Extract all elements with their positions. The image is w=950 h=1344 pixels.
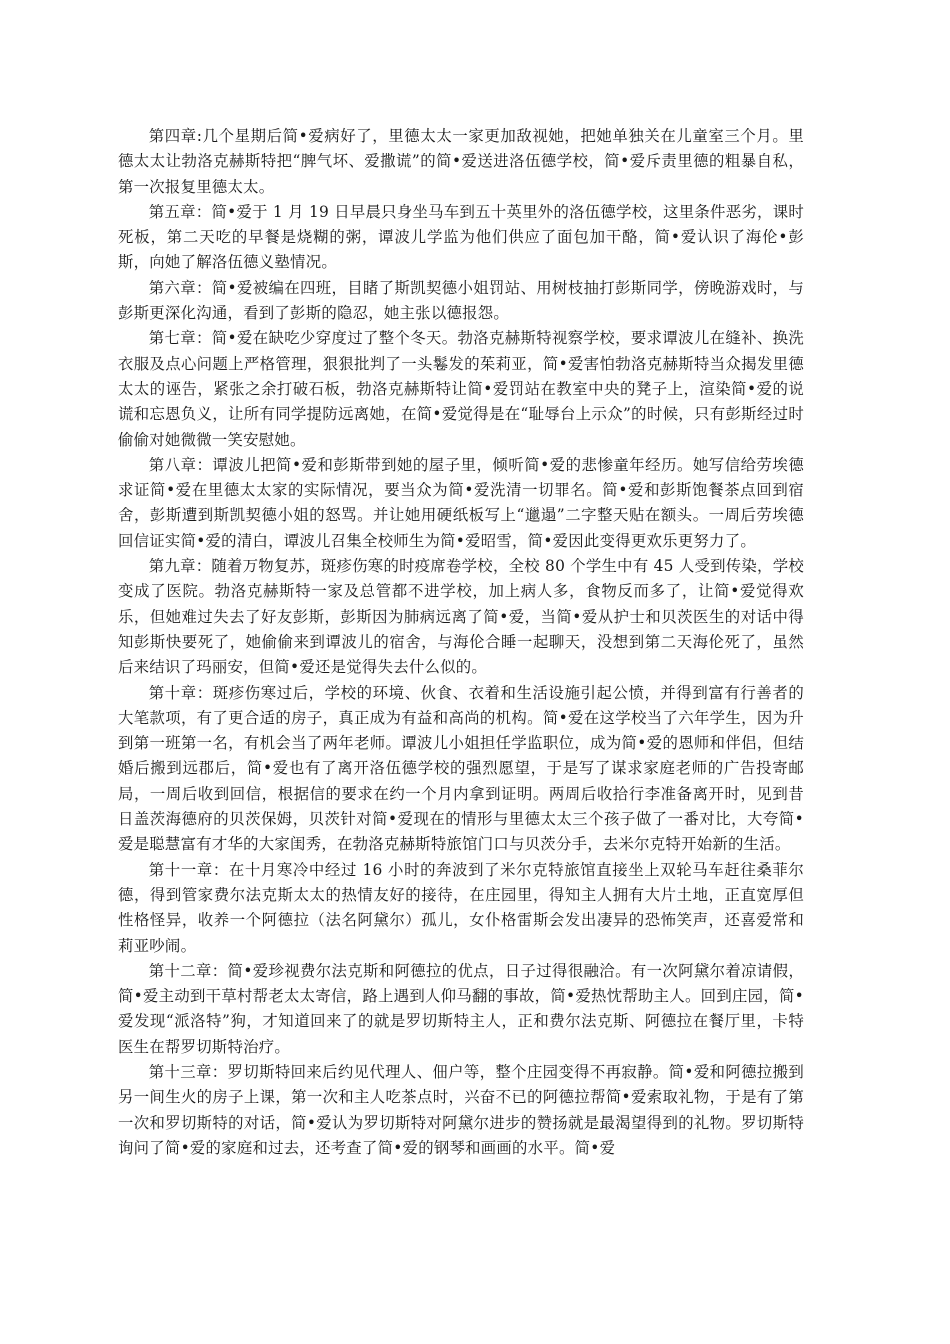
paragraph-chapter-7: 第七章：简•爱在缺吃少穿度过了整个冬天。勃洛克赫斯特视察学校，要求谭波儿在缝补、换洗衣服及点心问题上严格管理，狠狠批判了一头鬈发的茱莉亚，简•爱害怕勃洛克赫斯特当众揭发里德太太的诬告，紧张之余打破石板，勃洛克赫斯特让简•爱罚站在教室中央的凳子上，渲染简•爱的说谎和忘恩负义，让所有同学提防远离她，在简•爱觉得是在“耻辱台上示众”的时候，只有彭斯经过时偷偷对她微微一笑安慰她。 (118, 329, 804, 449)
paragraph-chapter-12: 第十二章：简•爱珍视费尔法克斯和阿德拉的优点，日子过得很融洽。有一次阿黛尔着凉请假，简•爱主动到干草村帮老太太寄信，路上遇到人仰马翻的事故，简•爱热忱帮助主人。回到庄园，简•爱发现“派洛特”狗，才知道回来了的就是罗切斯特主人，正和费尔法克斯、阿德拉在餐厅里，卡特医生在帮罗切斯特治疗。 (118, 961, 804, 1056)
paragraph-chapter-11: 第十一章：在十月寒冷中经过 16 小时的奔波到了米尔克特旅馆直接坐上双轮马车赶往桑菲尔德，得到管家费尔法克斯太太的热情友好的接待，在庄园里，得知主人拥有大片土地，正直宽厚但性格怪异，收养一个阿德拉（法名阿黛尔）孤儿，女仆格雷斯会发出凄异的恐怖笑声，还喜爱常和莉亚吵闹。 (118, 860, 804, 955)
paragraph-chapter-10: 第十章：斑疹伤寒过后，学校的环境、伙食、衣着和生活设施引起公愤，并得到富有行善者的大笔款项，有了更合适的房子，真正成为有益和高尚的机构。简•爱在这学校当了六年学生，因为升到第一班第一名，有机会当了两年老师。谭波儿小姐担任学监职位，成为简•爱的恩师和伴侣，但结婚后搬到远郡后，简•爱也有了离开洛伍德学校的强烈愿望，于是写了谋求家庭老师的广告投寄邮局，一周后收到回信，根据信的要求在约一个月内拿到证明。两周后收拾行李准备离开时，见到昔日盖茨海德府的贝茨保姆，贝茨针对简•爱现在的情形与里德太太三个孩子做了一番对比，大夸简•爱是聪慧富有才华的大家闺秀，在勃洛克赫斯特旅馆门口与贝茨分手，去米尔克特开始新的生活。 (118, 683, 804, 854)
paragraph-chapter-6: 第六章：简•爱被编在四班，目睹了斯凯契德小姐罚站、用树枝抽打彭斯同学，傍晚游戏时，与彭斯更深化沟通，看到了彭斯的隐忍，她主张以德报怨。 (118, 278, 804, 323)
paragraph-chapter-13: 第十三章：罗切斯特回来后约见代理人、佃户等，整个庄园变得不再寂静。简•爱和阿德拉搬到另一间生火的房子上课，第一次和主人吃茶点时，兴奋不已的阿德拉帮简•爱索取礼物，于是有了第一次和罗切斯特的对话，简•爱认为罗切斯特对阿黛尔进步的赞扬就是最渴望得到的礼物。罗切斯特询问了简•爱的家庭和过去，还考查了简•爱的钢琴和画画的水平。简•爱 (118, 1062, 804, 1157)
paragraph-chapter-5: 第五章：简•爱于 1 月 19 日早晨只身坐马车到五十英里外的洛伍德学校，这里条件恶劣，课时死板，第二天吃的早餐是烧糊的粥，谭波儿学监为他们供应了面包加干酪，简•爱认识了海伦•彭斯，向她了解洛伍德义塾情况。 (118, 202, 804, 272)
paragraph-chapter-4: 第四章:几个星期后简•爱病好了，里德太太一家更加敌视她，把她单独关在儿童室三个月。里德太太让勃洛克赫斯特把“脾气坏、爱撒谎”的简•爱送进洛伍德学校，简•爱斥责里德的粗暴自私，第一次报复里德太太。 (118, 127, 804, 196)
paragraph-chapter-9: 第九章：随着万物复苏，斑疹伤寒的时疫席卷学校，全校 80 个学生中有 45 人受到传染，学校变成了医院。勃洛克赫斯特一家及总管都不进学校，加上病人多，食物反而多了，让简•爱觉得欢乐，但她难过失去了好友彭斯，彭斯因为肺病远离了简•爱，当简•爱从护士和贝茨医生的对话中得知彭斯快要死了，她偷偷来到谭波儿的宿舍，与海伦合睡一起聊天，没想到第二天海伦死了，虽然后来结识了玛丽安，但简•爱还是觉得失去什么似的。 (118, 557, 804, 677)
document-body (118, 124, 804, 1161)
paragraph-chapter-8: 第八章：谭波儿把简•爱和彭斯带到她的屋子里，倾听简•爱的悲惨童年经历。她写信给劳埃德求证简•爱在里德太太家的实际情况，要当众为简•爱洗清一切罪名。简•爱和彭斯饱餐茶点回到宿舍，彭斯遭到斯凯契德小姐的怒骂。并让她用硬纸板写上“邋遢”二字整天贴在额头。一周后劳埃德回信证实简•爱的清白，谭波儿召集全校师生为简•爱昭雪，简•爱因此变得更欢乐更努力了。 (118, 455, 804, 550)
